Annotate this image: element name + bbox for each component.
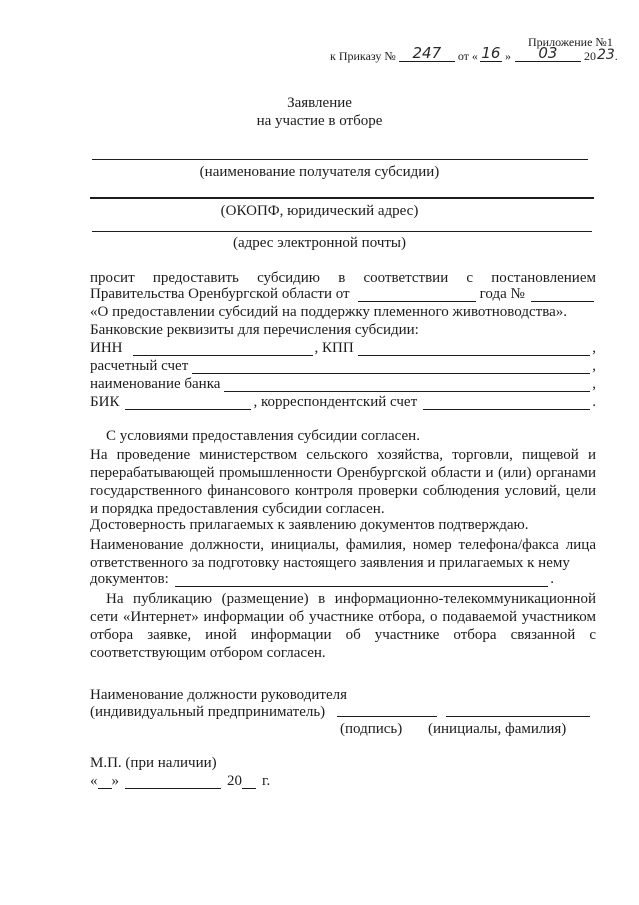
responsible-person-field: [175, 574, 548, 587]
decree-date-field: [358, 289, 476, 302]
account-field: [192, 361, 590, 374]
date-year-suffix: г.: [262, 773, 271, 789]
appendix-label: Приложение №1: [528, 35, 613, 49]
order-month: 03: [538, 44, 558, 62]
decree-number-field: [531, 289, 594, 302]
date-row: [90, 774, 270, 789]
request-line-2-year: года №: [479, 286, 525, 302]
signature-line: [337, 716, 437, 717]
comma: ,: [592, 376, 596, 392]
order-prefix: к Приказу №: [330, 49, 396, 63]
bank-row-account: [90, 359, 596, 374]
kpp-field: [358, 343, 591, 356]
okopf-blank-line: [90, 197, 594, 199]
comma: ,: [592, 358, 596, 374]
order-reference: к Приказу № 247 от « 16 » 03 20 23 .: [330, 44, 618, 63]
order-number: 247: [412, 44, 442, 62]
date-year-field: [242, 776, 256, 789]
document-title: Заявление: [287, 95, 352, 111]
signature-caption: (подпись): [340, 721, 403, 737]
email-blank-line: [92, 231, 592, 232]
request-line-2-text: Правительства Оренбургской области от: [90, 286, 350, 302]
account-label: расчетный счет: [90, 358, 189, 374]
order-day: 16: [481, 44, 501, 62]
bank-row-bank-name: [90, 377, 596, 392]
bank-row-inn-kpp: [90, 341, 596, 356]
bik-label: БИК: [90, 394, 120, 410]
responsible-person-text: Наименование должности, инициалы, фамилия, номер телефона/факса лица ответственного за подготовку настоящего заявления и прилагаемых к нему: [90, 537, 596, 571]
responsible-person-row: [90, 572, 554, 587]
name-line: [446, 716, 590, 717]
email-caption: (адрес электронной почты): [232, 235, 406, 251]
bank-name-label: наименование банка: [90, 376, 221, 392]
corr-account-label: , корреспондентский счет: [253, 394, 418, 410]
recipient-blank-line: [92, 159, 588, 160]
consent-documents: Достоверность прилагаемых к заявлению документов подтверждаю.: [90, 517, 529, 533]
order-from-label: от «: [457, 49, 478, 63]
request-line-1: просит предоставить субсидию в соответствии с постановлением: [90, 270, 596, 286]
consent-conditions: С условиями предоставления субсидии согласен.: [106, 428, 420, 444]
inn-field: [133, 343, 313, 356]
document-subtitle: на участие в отборе: [256, 113, 383, 129]
documents-label: документов:: [90, 571, 169, 587]
inn-label: ИНН: [90, 340, 123, 356]
dot: .: [592, 394, 596, 410]
request-line-3: «О предоставлении субсидий на поддержку племенного животноводства».: [90, 304, 567, 320]
date-year-prefix: 20: [227, 773, 242, 789]
recipient-caption: (наименование получателя субсидии): [199, 164, 440, 180]
stamp-label: М.П. (при наличии): [90, 755, 217, 771]
consent-publication: [90, 590, 596, 662]
date-quote-close: »: [111, 773, 119, 789]
bank-name-field: [224, 379, 590, 392]
consent-inspection: [90, 446, 596, 518]
order-year-prefix: 20: [583, 49, 596, 63]
comma: ,: [592, 340, 596, 356]
entrepreneur-label: (индивидуальный предприниматель): [90, 704, 326, 720]
bank-row-bik-corr: [90, 395, 596, 410]
bik-field: [125, 397, 251, 410]
okopf-caption: (ОКОПФ, юридический адрес): [220, 203, 419, 219]
dot: .: [550, 571, 554, 587]
responsible-person-block: [90, 536, 596, 572]
date-quote-open: «: [90, 773, 98, 789]
consent-publication-text: На публикацию (размещение) в информационно-телекоммуникационной сети «Интернет» информации об участнике отбора, о подаваемой участником отбора заявке, иной информации об участнике отбора связанной с соответствующим отбором согласен.: [90, 591, 596, 661]
consent-inspection-text: На проведение министерством сельского хозяйства, торговли, пищевой и перерабатывающей промышленности Оренбургской области и (или) органами государственного финансового контроля проверки соблюдения условий, цели и порядка предоставления субсидии согласен.: [90, 447, 596, 517]
order-day-field: [480, 46, 502, 62]
order-month-field: [515, 46, 581, 62]
corr-account-field: [423, 397, 590, 410]
date-day-field: [98, 776, 112, 789]
order-number-field: [399, 46, 455, 62]
order-year-suffix: 23: [596, 47, 615, 63]
date-month-field: [125, 776, 221, 789]
name-caption: (инициалы, фамилия): [428, 721, 567, 737]
request-line-2: [90, 287, 596, 302]
head-position-label: Наименование должности руководителя: [90, 687, 348, 703]
request-line-4: Банковские реквизиты для перечисления субсидии:: [90, 322, 419, 338]
kpp-label: , КПП: [314, 340, 354, 356]
